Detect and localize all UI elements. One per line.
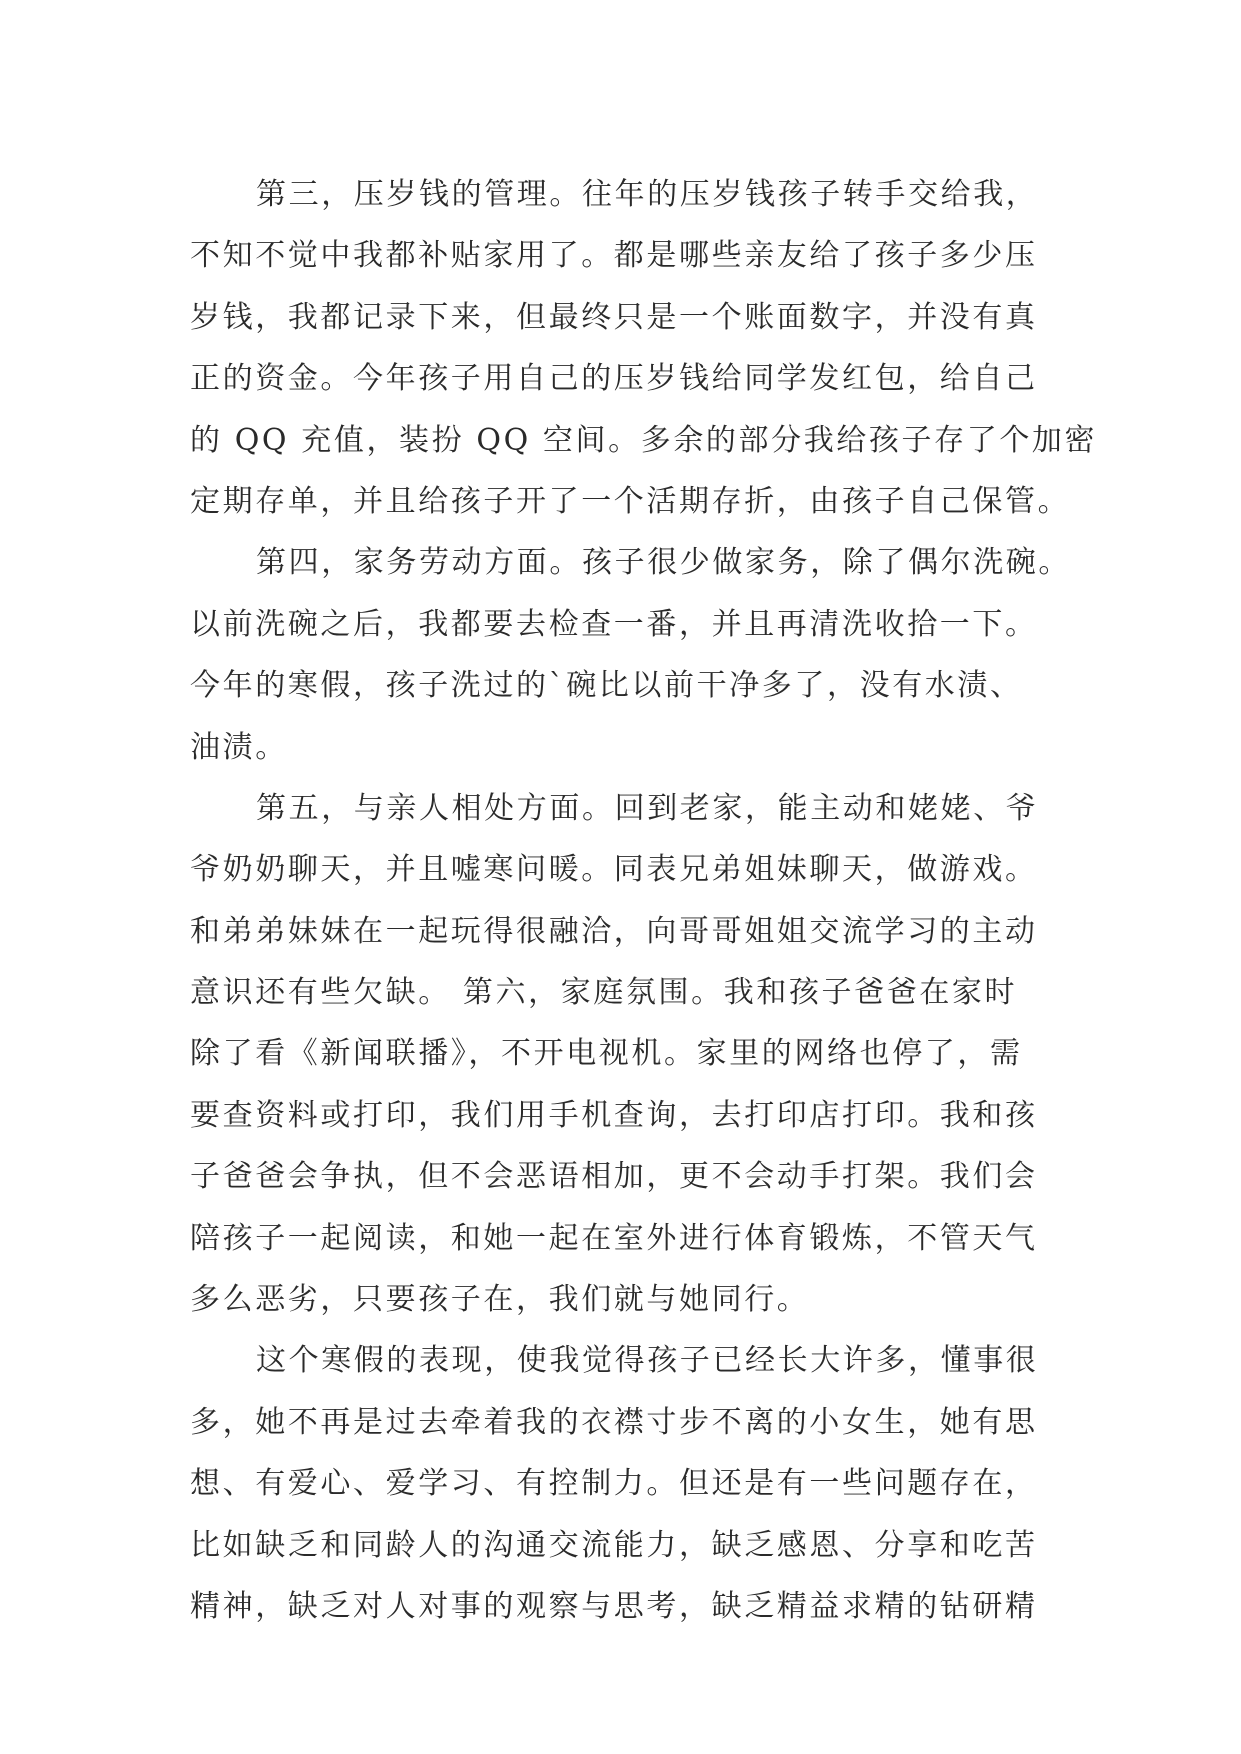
paragraph-line: 爷奶奶聊天，并且嘘寒问暖。同表兄弟姐妹聊天，做游戏。: [190, 852, 1038, 888]
paragraph-line: 第四，家务劳动方面。孩子很少做家务，除了偶尔洗碗。: [256, 545, 1071, 581]
paragraph-line: 精神，缺乏对人对事的观察与思考，缺乏精益求精的钻研精: [190, 1588, 1038, 1624]
paragraph-line: 今年的寒假，孩子洗过的`碗比以前干净多了，没有水渍、: [190, 668, 1023, 704]
paragraph-line: 定期存单，并且给孩子开了一个活期存折，由孩子自己保管。: [190, 483, 1071, 519]
paragraph-line: 不知不觉中我都补贴家用了。都是哪些亲友给了孩子多少压: [190, 238, 1038, 274]
paragraph-line: 以前洗碗之后，我都要去检查一番，并且再清洗收拾一下。: [190, 606, 1038, 642]
paragraph-line: 意识还有些欠缺。 第六，家庭氛围。我和孩子爸爸在家时: [190, 975, 1018, 1011]
paragraph-line: 和弟弟妹妹在一起玩得很融洽，向哥哥姐姐交流学习的主动: [190, 913, 1038, 949]
paragraph-line: 油渍。: [190, 729, 288, 765]
paragraph-line: 多，她不再是过去牵着我的衣襟寸步不离的小女生，她有思: [190, 1404, 1038, 1440]
paragraph-line: 这个寒假的表现，使我觉得孩子已经长大许多，懂事很: [256, 1343, 1039, 1379]
paragraph-line: 陪孩子一起阅读，和她一起在室外进行体育锻炼，不管天气: [190, 1220, 1038, 1256]
paragraph-line: 第五，与亲人相处方面。回到老家，能主动和姥姥、爷: [256, 790, 1039, 826]
paragraph-line: 子爸爸会争执，但不会恶语相加，更不会动手打架。我们会: [190, 1159, 1038, 1195]
paragraph-line: 想、有爱心、爱学习、有控制力。但还是有一些问题存在，: [190, 1466, 1038, 1502]
paragraph-line: 正的资金。今年孩子用自己的压岁钱给同学发红包，给自己: [190, 361, 1038, 397]
paragraph-line: 第三，压岁钱的管理。往年的压岁钱孩子转手交给我，: [256, 177, 1039, 212]
paragraph-line: 多么恶劣，只要孩子在，我们就与她同行。: [190, 1282, 810, 1318]
paragraph-line: 的 QQ 充值，装扮 QQ 空间。多余的部分我给孩子存了个加密: [190, 422, 1098, 458]
paragraph-line: 要查资料或打印，我们用手机查询，去打印店打印。我和孩: [190, 1097, 1038, 1133]
paragraph-line: 除了看《新闻联播》，不开电视机。家里的网络也停了，需: [190, 1036, 1023, 1072]
paragraph-line: 岁钱，我都记录下来，但最终只是一个账面数字，并没有真: [190, 299, 1038, 335]
paragraph-line: 比如缺乏和同龄人的沟通交流能力，缺乏感恩、分享和吃苦: [190, 1527, 1038, 1563]
document-body: [190, 164, 1098, 1637]
